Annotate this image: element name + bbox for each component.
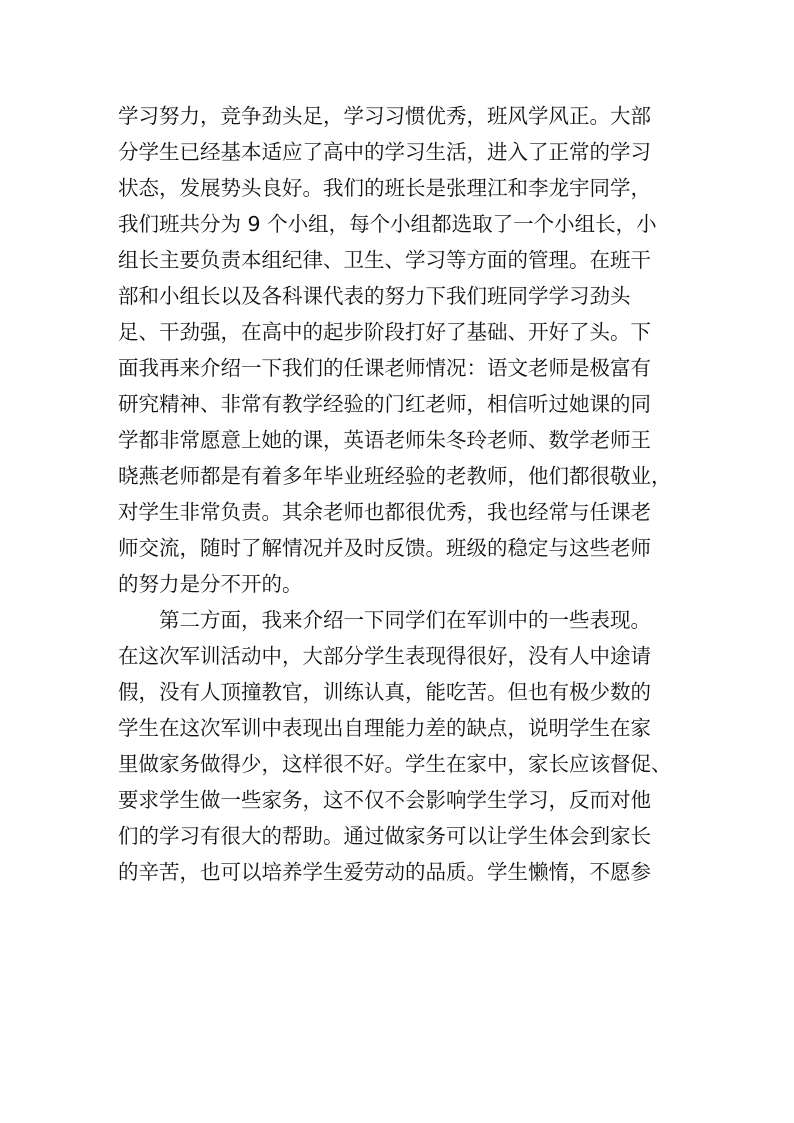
text-line: 学都非常愿意上她的课，英语老师朱冬玲老师、数学老师王: [118, 428, 651, 452]
text-line: 对学生非常负责。其余老师也都很优秀，我也经常与任课老: [118, 500, 651, 524]
text-line: 研究精神、非常有教学经验的门红老师，相信听过她课的同: [118, 392, 651, 416]
text-line: 假，没有人顶撞教官，训练认真，能吃苦。但也有极少数的: [118, 680, 651, 704]
text-line: 师交流，随时了解情况并及时反馈。班级的稳定与这些老师: [118, 536, 651, 560]
text-line: 第二方面，我来介绍一下同学们在军训中的一些表现。: [118, 608, 651, 632]
text-line: 们的学习有很大的帮助。通过做家务可以让学生体会到家长: [118, 824, 651, 848]
text-line: 学习努力，竞争劲头足，学习习惯优秀，班风学风正。大部: [118, 104, 651, 128]
text-line: 的努力是分不开的。: [118, 572, 303, 596]
text-line: 面我再来介绍一下我们的任课老师情况：语文老师是极富有: [118, 356, 651, 380]
text-line: 晓燕老师都是有着多年毕业班经验的老教师，他们都很敬业，: [118, 464, 672, 488]
body-text: [118, 98, 698, 890]
text-line: 学生在这次军训中表现出自理能力差的缺点，说明学生在家: [118, 716, 651, 740]
text-line: 我们班共分为 9 个小组，每个小组都选取了一个小组长，小: [118, 212, 657, 236]
text-line: 部和小组长以及各科课代表的努力下我们班同学学习劲头: [118, 284, 631, 308]
text-line: 分学生已经基本适应了高中的学习生活，进入了正常的学习: [118, 140, 651, 164]
text-line: 组长主要负责本组纪律、卫生、学习等方面的管理。在班干: [118, 248, 651, 272]
text-line: 里做家务做得少，这样很不好。学生在家中，家长应该督促、: [118, 752, 672, 776]
text-line: 要求学生做一些家务，这不仅不会影响学生学习，反而对他: [118, 788, 651, 812]
text-line: 在这次军训活动中，大部分学生表现得很好，没有人中途请: [118, 644, 651, 668]
text-line: 的辛苦，也可以培养学生爱劳动的品质。学生懒惰，不愿参: [118, 860, 651, 884]
text-line: 状态，发展势头良好。我们的班长是张理江和李龙宇同学，: [118, 176, 651, 200]
text-line: 足、干劲强，在高中的起步阶段打好了基础、开好了头。下: [118, 320, 651, 344]
